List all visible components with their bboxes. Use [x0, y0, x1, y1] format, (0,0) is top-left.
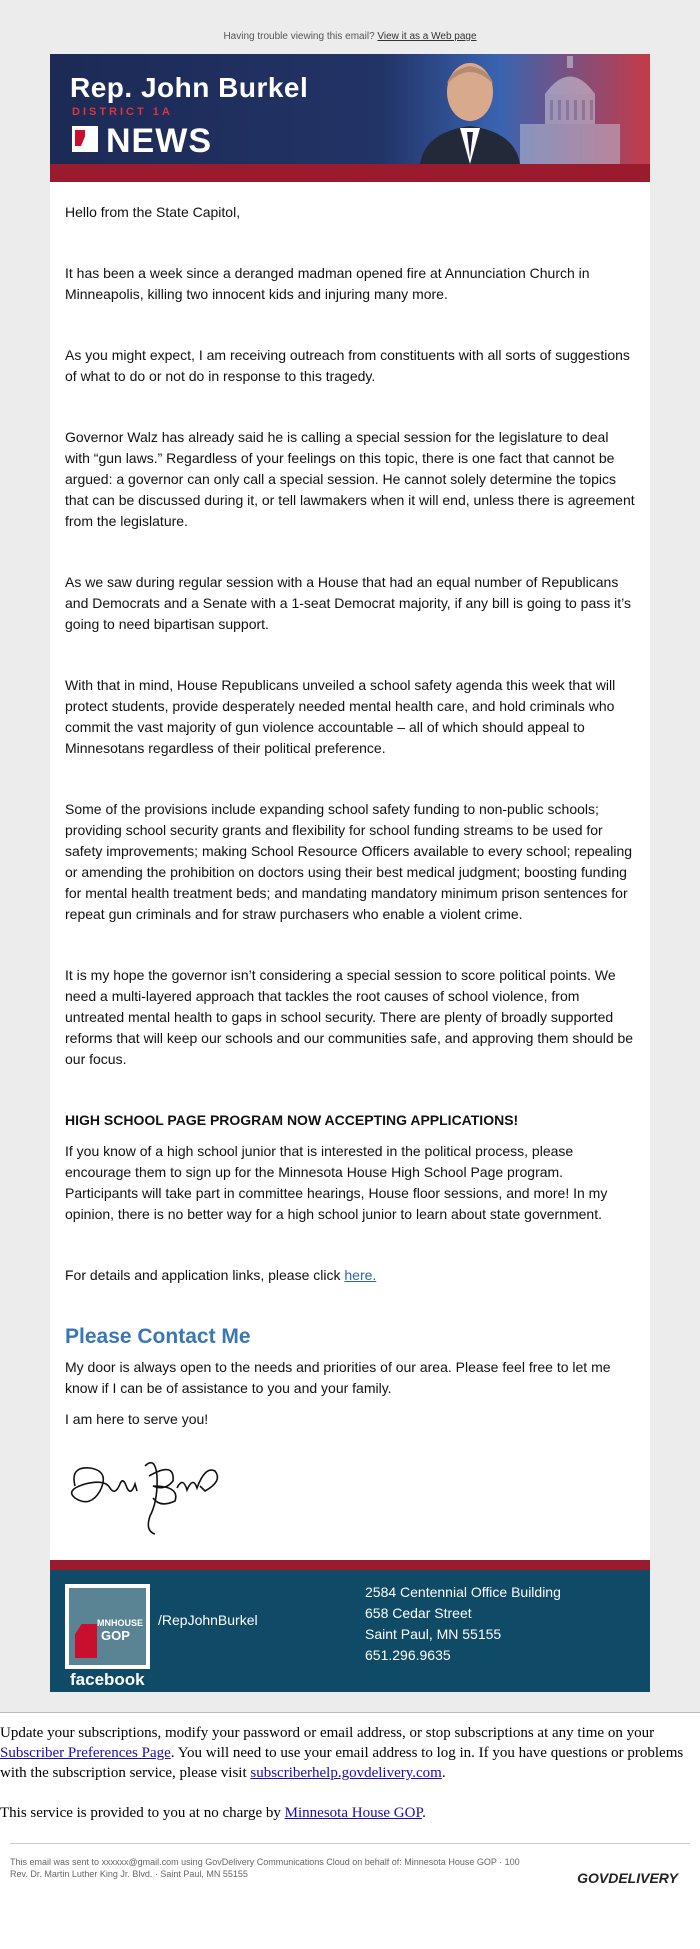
office-address: [365, 1582, 561, 1666]
subscription-notice: [0, 1712, 700, 1823]
paragraph-4: As we saw during regular session with a House that had an equal number of Republicans and Democrats and a Senate with a 1-seat Democrat majority, if any bill is going to pass it’s going to need bipartisan support.: [65, 574, 631, 632]
representative-name: Rep. John Burkel: [70, 72, 309, 103]
mn-gop-logo: [72, 126, 98, 152]
paragraph-10: My door is always open to the needs and priorities of our area. Please feel free to let me know if I can be of assistance to you and your family.: [65, 1359, 611, 1396]
paragraph-3: Governor Walz has already said he is calling a special session for the legislature to deal with “gun laws.” Regardless of your feelings on this topic, there is one fact that cannot be argued: a governor can only call a special session. He cannot solely determine the topics that can be discussed during it, or tell lawmakers when it will end, unless there is agreement from the legislature.: [65, 429, 635, 529]
paragraph-11: I am here to serve you!: [65, 1411, 209, 1427]
paragraph-6: Some of the provisions include expanding school safety funding to non-public schools; providing school security grants and flexibility for school funding streams to be used for safety improvements; making School Resource Officers available to every school; repealing or amending the prohibition on doctors using their best medical judgment; boosting funding for mental health treatment beds; and mandating mandatory minimum prison sentences for repeat gun criminals and for straw purchasers who enable a violent crime.: [65, 801, 633, 922]
logo-gop: GOP: [101, 1628, 130, 1643]
address-line-2: 658 Cedar Street: [365, 1605, 472, 1621]
banner-stripe: [50, 164, 650, 182]
contact-footer: [50, 1570, 650, 1692]
legal-line-1: This email was sent to xxxxxx@gmail.com using GovDelivery Communications Cloud on behalf of: Minnesota House GOP · 100: [10, 1857, 520, 1867]
service-paragraph: [0, 1803, 700, 1823]
newsletter-body: [50, 182, 650, 1552]
address-line-1: 2584 Centennial Office Building: [365, 1584, 561, 1600]
sub-text-4: This service is provided to you at no charge by: [0, 1805, 285, 1821]
page-program-heading: HIGH SCHOOL PAGE PROGRAM NOW ACCEPTING APPLICATIONS!: [65, 1112, 519, 1128]
sub-text-2: . You will need to use your email address to log in. If you have questions or problems with the subscription service, please visit: [0, 1745, 684, 1781]
news-title: NEWS: [106, 122, 212, 160]
facebook-handle[interactable]: /RepJohnBurkel: [158, 1612, 258, 1628]
minnesota-house-gop-link[interactable]: Minnesota House GOP: [284, 1805, 423, 1821]
paragraph-2: As you might expect, I am receiving outreach from constituents with all sorts of suggestions of what to do or not do in response to this tragedy.: [65, 347, 630, 384]
contact-heading: Please Contact Me: [65, 1325, 251, 1348]
paragraph-7: It is my hope the governor isn’t considering a special session to score political points. We need a multi-layered approach that tackles the root causes of school violence, from untreated mental health to gaps in school security. There are plenty of broadly supported reforms that will keep our schools and our communities safe, and approving them should be our focus.: [65, 967, 634, 1067]
preheader: [0, 30, 700, 44]
govdelivery-logo[interactable]: GOVDELIVERY: [577, 1870, 678, 1886]
minnesota-shape-icon: [75, 1624, 97, 1658]
paragraph-1: It has been a week since a deranged madman opened fire at Annunciation Church in Minneapolis, killing two innocent kids and injuring many more.: [65, 265, 590, 302]
header-banner: [50, 54, 650, 164]
paragraph-5: With that in mind, House Republicans unveiled a school safety agenda this week that will protect students, provide desperately needed mental health care, and hold criminals who commit the vast majority of gun violence accountable – all of which should appeal to Minnesotans regardless of their political preference.: [65, 677, 616, 756]
legal-line-2: Rev. Dr. Martin Luther King Jr. Blvd. · Saint Paul, MN 55155: [10, 1869, 248, 1879]
sub-text-3: .: [441, 1765, 446, 1781]
logo-mnhouse: MNHOUSE: [97, 1618, 144, 1628]
signature-image: [65, 1446, 225, 1536]
district-label: DISTRICT 1A: [72, 106, 173, 118]
greeting: Hello from the State Capitol,: [65, 204, 241, 220]
sub-text-1: Update your subscriptions, modify your password or email address, or stop subscriptions at any time on your: [0, 1725, 655, 1741]
web-page-link[interactable]: View it as a Web page: [377, 31, 477, 42]
subscriber-help-link[interactable]: subscriberhelp.govdelivery.com: [250, 1765, 442, 1781]
address-line-3: Saint Paul, MN 55155: [365, 1626, 502, 1642]
mn-house-gop-logo: [69, 1588, 146, 1665]
phone-number: 651.296.9635: [365, 1647, 451, 1663]
footer-stripe: [50, 1560, 650, 1570]
email-card: [50, 54, 650, 1692]
sub-text-5: .: [422, 1805, 426, 1821]
legal-footer: [10, 1843, 690, 1905]
representative-photo: [410, 54, 530, 164]
facebook-logo-link[interactable]: [65, 1584, 150, 1669]
facebook-wordmark[interactable]: facebook: [70, 1670, 145, 1689]
paragraph-8: If you know of a high school junior that is interested in the political process, please encourage them to sign up for the Minnesota House High School Page program. Participants will take part in committee hearings, House floor sessions, and more! In my opinion, there is no better way for a high school junior to learn about state government.: [65, 1143, 608, 1222]
subscription-paragraph: [0, 1723, 700, 1783]
paragraph-9: [65, 1265, 635, 1286]
preheader-text: Having trouble viewing this email?: [223, 31, 375, 42]
details-text: For details and application links, please click: [65, 1267, 345, 1283]
here-link[interactable]: here.: [344, 1267, 377, 1283]
subscriber-preferences-link[interactable]: Subscriber Preferences Page: [0, 1745, 171, 1761]
